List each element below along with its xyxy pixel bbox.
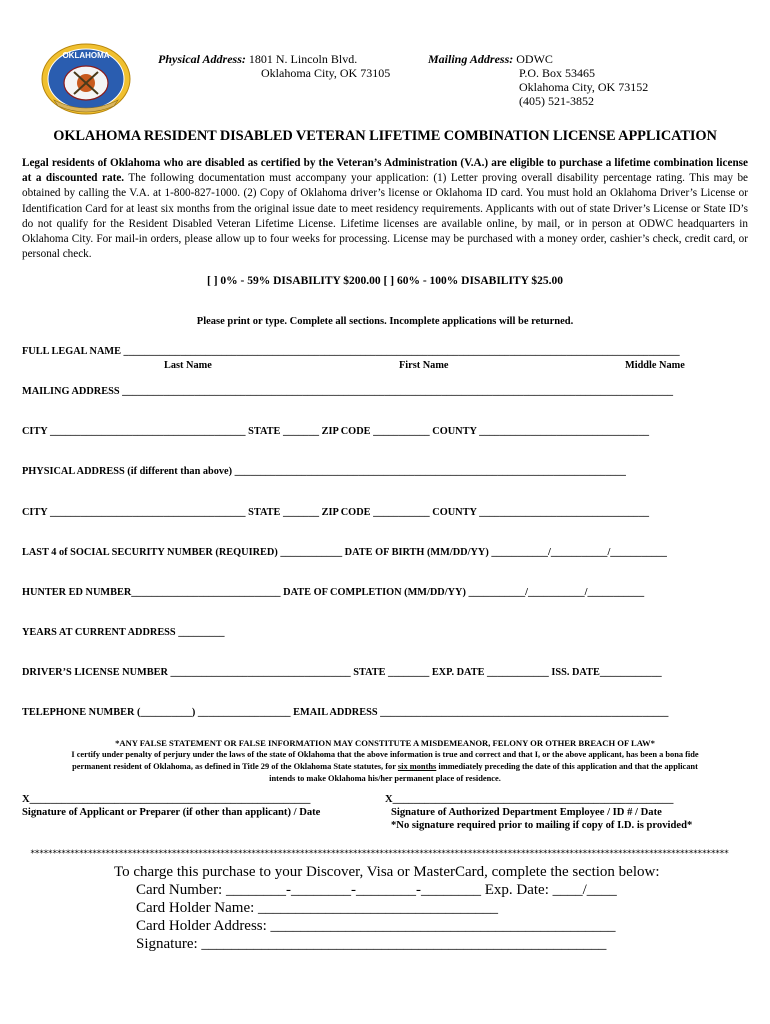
physical-address-block bbox=[158, 52, 390, 80]
physical-address-line1: 1801 N. Lincoln Blvd. bbox=[248, 52, 358, 66]
mailing-address-line2: P.O. Box 53465 bbox=[519, 66, 596, 80]
last-name-label: Last Name bbox=[164, 360, 212, 371]
applicant-signature-block bbox=[22, 793, 320, 819]
hunter-ed-field[interactable]: HUNTER ED NUMBER_____________________________ DATE OF COMPLETION (MM/DD/YY) ___________/___________/___________ bbox=[22, 587, 645, 598]
mailing-address-line3: Oklahoma City, OK 73152 bbox=[519, 80, 649, 94]
applicant-signature-line[interactable]: X_____________________________________________________ bbox=[22, 794, 311, 805]
mailing-address-block bbox=[428, 52, 648, 108]
odwc-seal-logo bbox=[40, 42, 132, 116]
certification-line1: I certify under penalty of perjury under the laws of the state of Oklahoma that the above information is true and correct and that I, or the above applicant, has been a bona fide bbox=[71, 750, 699, 759]
intro-text: The following documentation must accompany your application: (1) Letter proving overall disability percentage rating. This may be obtained by calling the V.A. at 1-800-827-1000. (2) Copy of Oklahoma driver’s license or Oklahoma ID card. You must hold an Oklahoma Driver’s License or Identification Card for at least six months from the original issue date to meet residency requirements. Applicants with out of state Driver’s License or State ID’s do not qualify for the Resident Disabled Veteran Lifetime License. Lifetime licenses are available online, by mail, or in person at ODWC headquarters in Oklahoma City. For mail-in orders, please allow up to four weeks for processing. License may be purchased with a money order, cashier’s check, credit card, or personal check. bbox=[22, 172, 749, 261]
physical-city-state-zip-county-field[interactable]: CITY ______________________________________ STATE _______ ZIP CODE ___________ COUNTY _________________________________ bbox=[22, 507, 649, 518]
applicant-signature-label: Signature of Applicant or Preparer (if other than applicant) / Date bbox=[22, 807, 321, 818]
first-name-label: First Name bbox=[399, 360, 449, 371]
department-signature-line[interactable]: X_____________________________________________________ bbox=[385, 794, 674, 805]
card-signature-field[interactable]: Signature: ______________________________________________________ bbox=[136, 936, 607, 952]
ssn-dob-field[interactable]: LAST 4 of SOCIAL SECURITY NUMBER (REQUIRED) ____________ DATE OF BIRTH (MM/DD/YY) ___________/___________/___________ bbox=[22, 547, 667, 558]
mailing-address-field[interactable]: MAILING ADDRESS ___________________________________________________________________________________________________________ bbox=[22, 386, 674, 397]
city-state-zip-county-field[interactable]: CITY ______________________________________ STATE _______ ZIP CODE ___________ COUNTY _________________________________ bbox=[22, 426, 649, 437]
intro-paragraph bbox=[22, 156, 748, 262]
physical-address-label: Physical Address: bbox=[158, 52, 246, 66]
mailing-address-line4: (405) 521-3852 bbox=[519, 94, 594, 108]
department-signature-block bbox=[385, 793, 692, 832]
false-statement-warning: *ANY FALSE STATEMENT OR FALSE INFORMATION MAY CONSTITUTE A MISDEMEANOR, FELONY OR OTHER BREACH OF LAW* bbox=[115, 738, 655, 748]
certification-line2a: permanent resident of Oklahoma, as defined in Title 29 of the Oklahoma State statutes, for bbox=[72, 762, 396, 771]
card-number-field[interactable]: Card Number: ________-________-________-________ Exp. Date: ____/____ bbox=[136, 882, 617, 898]
certification-line2b: immediately preceding the date of this application and that the applicant bbox=[438, 762, 698, 771]
no-signature-note: *No signature required prior to mailing if copy of I.D. is provided* bbox=[391, 820, 693, 831]
drivers-license-field[interactable]: DRIVER’S LICENSE NUMBER ___________________________________ STATE ________ EXP. DATE ____________ ISS. DATE____________ bbox=[22, 667, 662, 678]
department-signature-label: Signature of Authorized Department Employee / ID # / Date bbox=[391, 807, 662, 818]
intro-bold: Legal residents of Oklahoma who are disabled as certified by the Veteran’s Administration (V.A.) are eligible to purchase a lifetime combination license at a discounted rate. bbox=[22, 157, 748, 185]
page-title: OKLAHOMA RESIDENT DISABLED VETERAN LIFETIME COMBINATION LICENSE APPLICATION bbox=[53, 128, 717, 144]
mailing-address-label: Mailing Address: bbox=[428, 52, 514, 66]
six-months-text: six months bbox=[397, 762, 437, 771]
divider: ************************************************************************************************************************************************************** bbox=[30, 849, 729, 859]
certification-line3: intends to make Oklahoma his/her permanent place of residence. bbox=[269, 774, 501, 783]
years-at-address-field[interactable]: YEARS AT CURRENT ADDRESS _________ bbox=[22, 627, 225, 638]
phone-email-field[interactable]: TELEPHONE NUMBER (__________) __________________ EMAIL ADDRESS ________________________________________________________ bbox=[22, 707, 669, 718]
instructions-note: Please print or type. Complete all sections. Incomplete applications will be returned. bbox=[196, 316, 574, 327]
card-holder-address-field[interactable]: Card Holder Address: ______________________________________________ bbox=[136, 918, 616, 934]
certification-block bbox=[20, 737, 750, 785]
credit-card-heading: To charge this purchase to your Discover, Visa or MasterCard, complete the section below: bbox=[114, 864, 660, 880]
full-legal-name-field[interactable]: FULL LEGAL NAME ____________________________________________________________________________________________________________ bbox=[22, 346, 680, 357]
physical-address-line2: Oklahoma City, OK 73105 bbox=[261, 66, 391, 80]
fee-options[interactable]: [ ] 0% - 59% DISABILITY $200.00 [ ] 60% - 100% DISABILITY $25.00 bbox=[207, 275, 563, 287]
card-holder-name-field[interactable]: Card Holder Name: ________________________________ bbox=[136, 900, 499, 916]
mailing-address-line1: ODWC bbox=[516, 52, 553, 66]
logo-text: OKLAHOMA bbox=[62, 51, 110, 60]
middle-name-label: Middle Name bbox=[625, 360, 685, 371]
physical-address-field[interactable]: PHYSICAL ADDRESS (if different than above) ____________________________________________________________________________ bbox=[22, 466, 626, 477]
